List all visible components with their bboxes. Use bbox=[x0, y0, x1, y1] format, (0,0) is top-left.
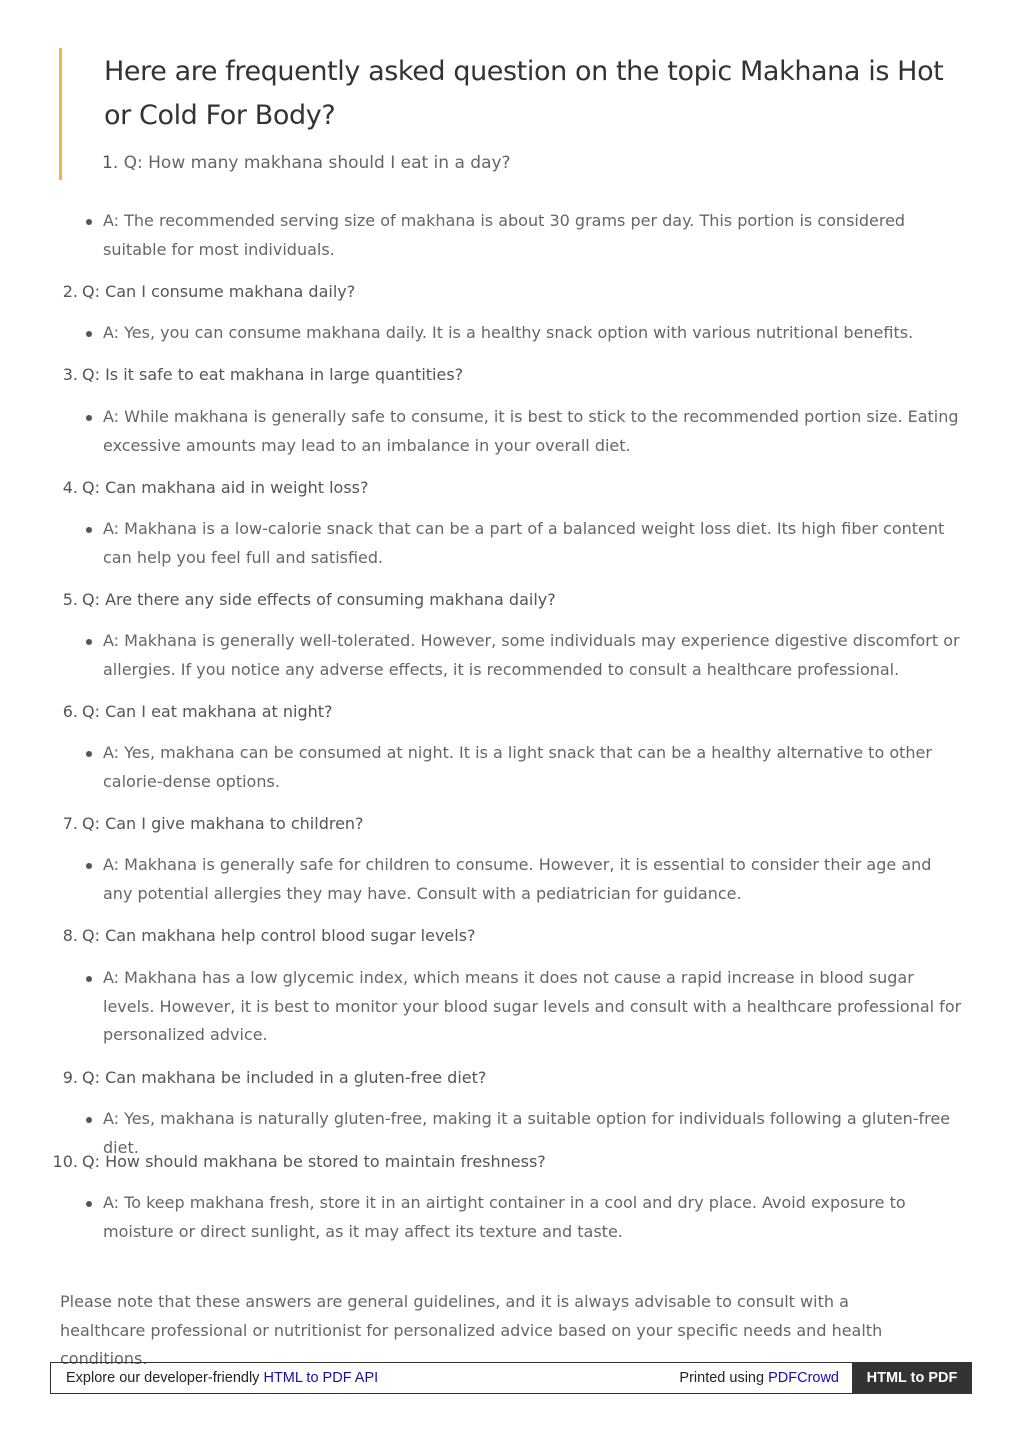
faq-answer-6 bbox=[103, 739, 963, 796]
faq-question-text: Q: Can I give makhana to children? bbox=[82, 814, 364, 833]
faq-question-number: 8. bbox=[62, 926, 78, 945]
faq-question-text: Q: Can makhana aid in weight loss? bbox=[82, 478, 369, 497]
faq-question-number: 4. bbox=[62, 478, 78, 497]
footer-printed bbox=[679, 1370, 839, 1386]
faq-answer-4 bbox=[103, 515, 963, 572]
faq-answer-5 bbox=[103, 627, 963, 684]
faq-answer-text: A: Yes, makhana is naturally gluten-free, making it a suitable option for individuals following a gluten-free diet. bbox=[103, 1109, 951, 1157]
faq-question-text: Q: Is it safe to eat makhana in large quantities? bbox=[82, 365, 464, 384]
faq-question-number: 5. bbox=[62, 590, 78, 609]
faq-answer-text: A: Yes, makhana can be consumed at night. It is a light snack that can be a healthy alternative to other calorie-dense options. bbox=[103, 743, 932, 791]
faq-question-1 bbox=[102, 149, 511, 177]
bullet-icon bbox=[86, 1201, 92, 1207]
faq-answer-text: A: Makhana has a low glycemic index, which means it does not cause a rapid increase in blood sugar levels. However, it is best to monitor your blood sugar levels and consult with a healthcare professional for personalized advice. bbox=[103, 968, 962, 1044]
html-to-pdf-button[interactable]: HTML to PDF bbox=[852, 1362, 972, 1394]
faq-question-number: 2. bbox=[62, 282, 78, 301]
faq-answer-1 bbox=[103, 207, 963, 264]
faq-answer-text: A: Makhana is generally well-tolerated. However, some individuals may experience digestive discomfort or allergies. If you notice any adverse effects, it is recommended to consult a healthcare professional. bbox=[103, 631, 960, 679]
bullet-icon bbox=[86, 863, 92, 869]
bullet-icon bbox=[86, 751, 92, 757]
bullet-icon bbox=[86, 219, 92, 225]
bullet-icon bbox=[86, 415, 92, 421]
faq-question-number: 1. bbox=[102, 153, 119, 173]
faq-answer-10 bbox=[103, 1189, 963, 1246]
bullet-icon bbox=[86, 1117, 92, 1123]
pdfcrowd-footer bbox=[50, 1362, 972, 1394]
faq-question-text: Q: Can I consume makhana daily? bbox=[82, 282, 356, 301]
faq-question-number: 6. bbox=[62, 702, 78, 721]
faq-question-text: Q: How many makhana should I eat in a day? bbox=[123, 153, 511, 173]
faq-answer-2 bbox=[103, 319, 963, 348]
footer-printed-text: Printed using bbox=[679, 1370, 769, 1386]
faq-answer-8 bbox=[103, 964, 963, 1050]
faq-question-text: Q: Can makhana be included in a gluten-free diet? bbox=[82, 1068, 487, 1087]
bullet-icon bbox=[86, 527, 92, 533]
footer-explore-text: Explore our developer-friendly bbox=[66, 1370, 264, 1386]
bullet-icon bbox=[86, 976, 92, 982]
page-title: Here are frequently asked question on the topic Makhana is Hot or Cold For Body? bbox=[104, 56, 944, 131]
bullet-icon bbox=[86, 331, 92, 337]
faq-question-number: 9. bbox=[62, 1068, 78, 1087]
faq-answer-3 bbox=[103, 403, 963, 460]
faq-question-text: Q: Can makhana help control blood sugar levels? bbox=[82, 926, 476, 945]
pdfcrowd-link[interactable]: PDFCrowd bbox=[768, 1370, 839, 1386]
faq-question-number: 3. bbox=[62, 365, 78, 384]
html-to-pdf-api-link[interactable]: HTML to PDF API bbox=[263, 1370, 379, 1386]
faq-question-text: Q: How should makhana be stored to maintain freshness? bbox=[82, 1152, 546, 1171]
footer-explore bbox=[66, 1370, 378, 1386]
faq-question-text: Q: Can I eat makhana at night? bbox=[82, 702, 333, 721]
faq-answer-7 bbox=[103, 851, 963, 908]
bullet-icon bbox=[86, 639, 92, 645]
faq-answer-text: A: The recommended serving size of makhana is about 30 grams per day. This portion is considered suitable for most individuals. bbox=[103, 211, 906, 259]
faq-answer-text: A: Yes, you can consume makhana daily. It is a healthy snack option with various nutritional benefits. bbox=[103, 323, 914, 342]
faq-answer-text: A: Makhana is a low-calorie snack that can be a part of a balanced weight loss diet. Its high fiber content can help you feel full and satisfied. bbox=[103, 519, 945, 567]
faq-question-number: 7. bbox=[62, 814, 78, 833]
title-callout bbox=[59, 48, 962, 180]
faq-answer-text: A: To keep makhana fresh, store it in an airtight container in a cool and dry place. Avoid exposure to moisture or direct sunlight, as it may affect its texture and taste. bbox=[103, 1193, 906, 1241]
faq-question-number: 10. bbox=[52, 1152, 78, 1171]
disclaimer-note: Please note that these answers are general guidelines, and it is always advisable to consult with a healthcare professional or nutritionist for personalized advice based on your specific needs and health conditions. bbox=[60, 1292, 883, 1368]
faq-question-text: Q: Are there any side effects of consuming makhana daily? bbox=[82, 590, 556, 609]
faq-answer-text: A: Makhana is generally safe for children to consume. However, it is essential to consider their age and any potential allergies they may have. Consult with a pediatrician for guidance. bbox=[103, 855, 932, 903]
faq-answer-text: A: While makhana is generally safe to consume, it is best to stick to the recommended portion size. Eating excessive amounts may lead to an imbalance in your overall diet. bbox=[103, 407, 959, 455]
